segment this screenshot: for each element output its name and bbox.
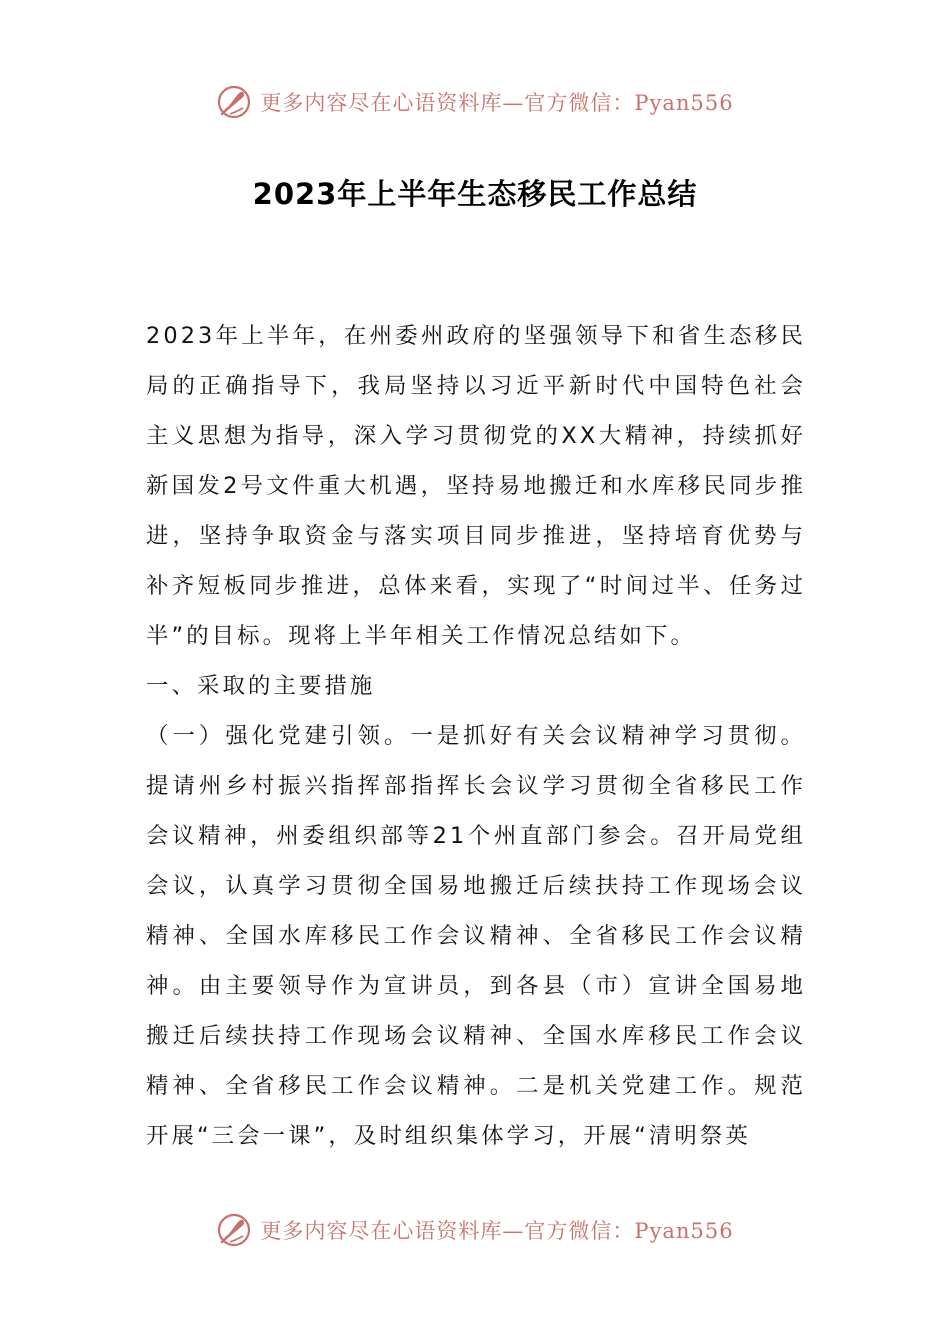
section-paragraph: （一）强化党建引领。一是抓好有关会议精神学习贯彻。提请州乡村振兴指挥部指挥长会议学习贯彻全省移民工作会议精神，州委组织部等21个州直部门参会。召开局党组会议，认真学习贯彻全国易地搬迁后续扶持工作现场会议精神、全国水库移民工作会议精神、全省移民工作会议精神。由主要领导作为宣讲员，到各县（市）宣讲全国易地搬迁后续扶持工作现场会议精神、全国水库移民工作会议精神、全省移民工作会议精神。二是机关党建工作。规范开展“三会一课”，及时组织集体学习，开展“清明祭英 (146, 723, 806, 1149)
quill-pen-logo-icon (216, 1212, 252, 1248)
footer-banner (0, 1210, 950, 1250)
intro-paragraph: 2023年上半年，在州委州政府的坚强领导下和省生态移民局的正确指导下，我局坚持以习近平新时代中国特色社会主义思想为指导，深入学习贯彻党的XX大精神，持续抓好新国发2号文件重大机遇，坚持易地搬迁和水库移民同步推进，坚持争取资金与落实项目同步推进，坚持培育优势与补齐短板同步推进，总体来看，实现了“时间过半、任务过半”的目标。现将上半年相关工作情况总结如下。 (146, 323, 806, 649)
document-title: 2023年上半年生态移民工作总结 (252, 177, 698, 211)
section-heading: 一、采取的主要措施 (146, 673, 376, 699)
document-body (146, 311, 806, 1161)
header-banner-text: 更多内容尽在心语资料库—官方微信：Pyan556 (260, 91, 734, 115)
quill-pen-logo-icon (216, 84, 252, 120)
header-banner (0, 82, 950, 122)
footer-banner-text: 更多内容尽在心语资料库—官方微信：Pyan556 (260, 1219, 734, 1243)
